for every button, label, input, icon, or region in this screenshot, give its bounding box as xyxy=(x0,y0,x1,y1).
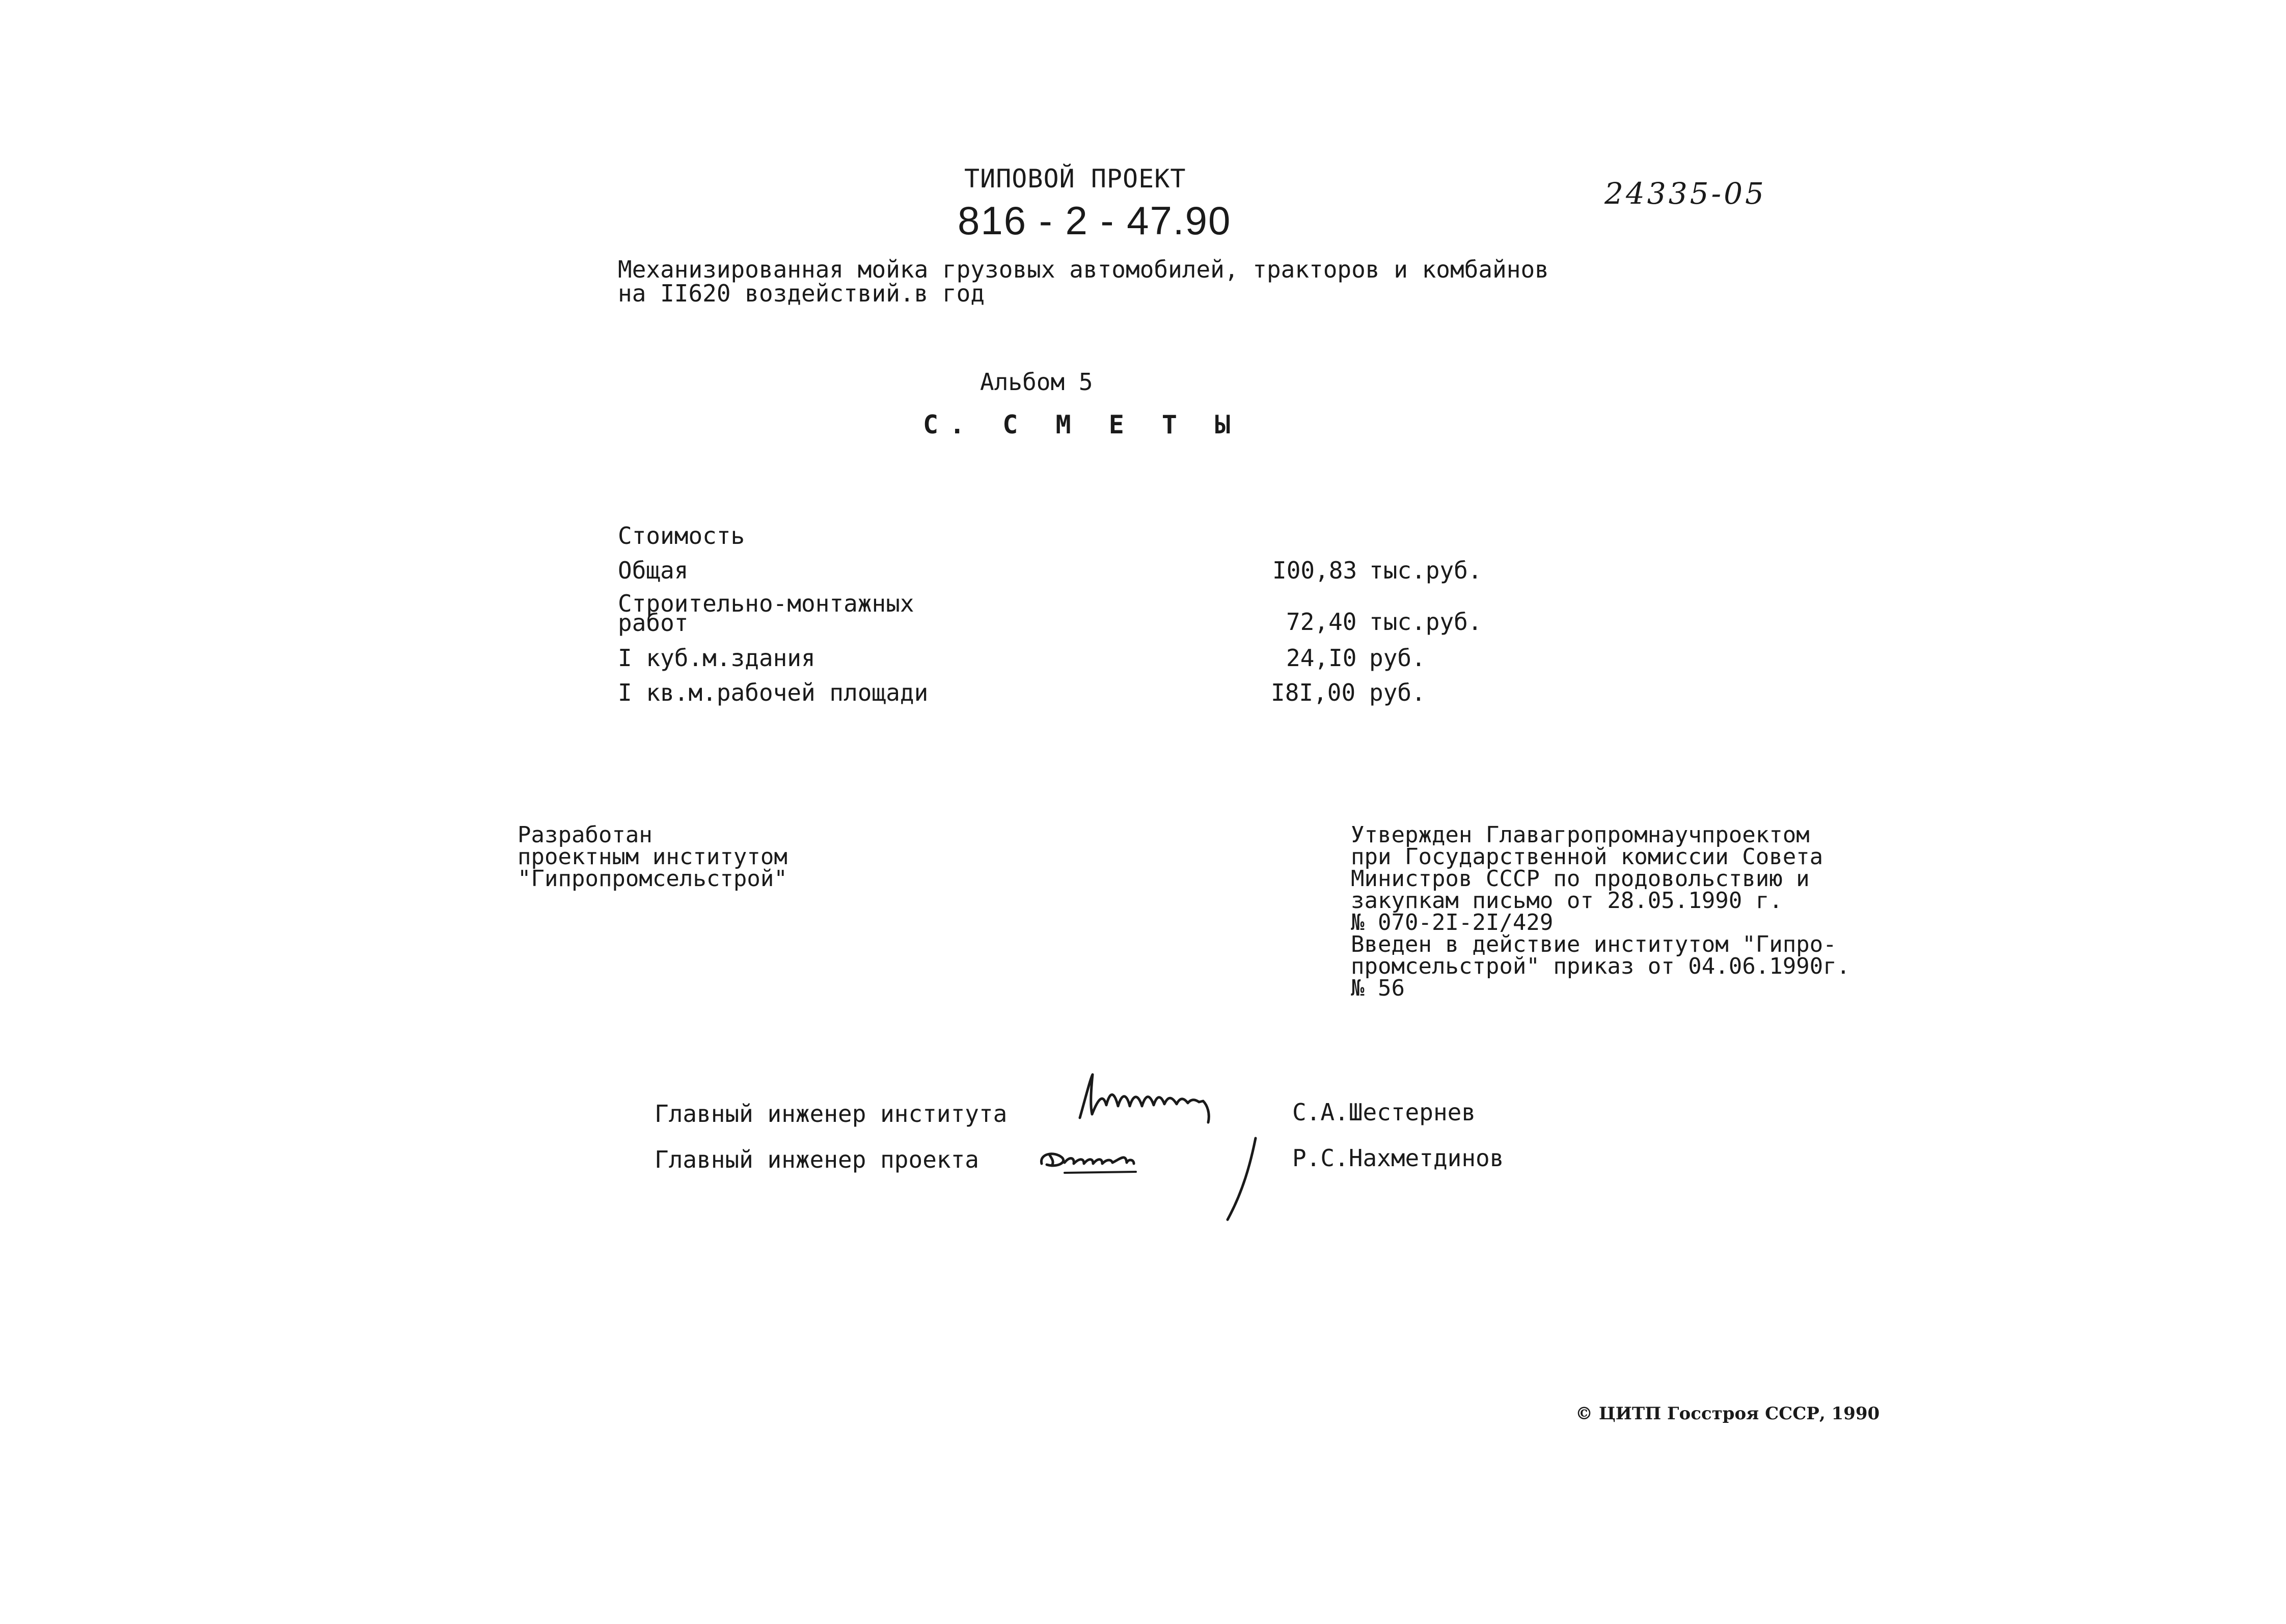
album-label: Альбом 5 xyxy=(980,368,1093,396)
cost-row-label: I кв.м.рабочей площади xyxy=(618,679,929,706)
signature-name-chief-engineer-institute: С.А.Шестернев xyxy=(1292,1098,1476,1126)
handwritten-signature-shesternev xyxy=(1070,1069,1273,1125)
cost-row-unit: тыс.руб. xyxy=(1369,608,1482,636)
developed-by-text: Разработан проектным институтом "Гипропромсельстрой" xyxy=(518,822,787,892)
album-section-title: С. С М Е Т Ы xyxy=(923,410,1242,439)
project-number: 816 - 2 - 47.90 xyxy=(958,198,1232,243)
signature-role-chief-engineer-institute: Главный инженер института xyxy=(655,1100,1008,1127)
approval-text: Утвержден Главагропромнаучпроектом при Государственной комиссии Совета Министров СССР по продовольствию и закупкам письмо от 28.05.1990 г. № 070-2I-2I/429 Введен в действие институтом "Гипро- промсельстрой" приказ от 04.06.1990г. № 56 xyxy=(1351,822,1850,1001)
cost-row-unit: тыс.руб. xyxy=(1369,557,1482,584)
signature-name-chief-engineer-project: Р.С.Нахметдинов xyxy=(1292,1144,1504,1172)
cost-row-unit: руб. xyxy=(1369,679,1426,706)
cost-row-label: Общая xyxy=(618,557,689,584)
cost-heading: Стоимость xyxy=(618,522,745,549)
project-description-line2: на II620 воздействий.в год xyxy=(618,280,985,307)
cost-row-value: 72,40 xyxy=(1286,608,1357,636)
cost-row-label: Строительно-монтажных работ xyxy=(618,590,914,637)
signature-role-chief-engineer-project: Главный инженер проекта xyxy=(655,1146,979,1173)
cost-row-unit: руб. xyxy=(1369,644,1426,672)
cost-row-value: I00,83 xyxy=(1272,557,1357,584)
copyright-notice: © ЦИТП Госстроя СССР, 1990 xyxy=(1575,1403,1880,1424)
project-description-line1: Механизированная мойка грузовых автомобилей, тракторов и комбайнов xyxy=(618,256,1549,283)
cost-row-label: I куб.м.здания xyxy=(618,644,815,672)
inventory-number: 24335-05 xyxy=(1604,176,1766,211)
cost-row-value: I8I,00 xyxy=(1271,679,1356,706)
project-type-title: ТИПОВОЙ ПРОЕКТ xyxy=(964,164,1186,194)
handwritten-signature-nakhmetdinov xyxy=(1034,1143,1248,1225)
cost-row-value: 24,I0 xyxy=(1286,644,1357,672)
